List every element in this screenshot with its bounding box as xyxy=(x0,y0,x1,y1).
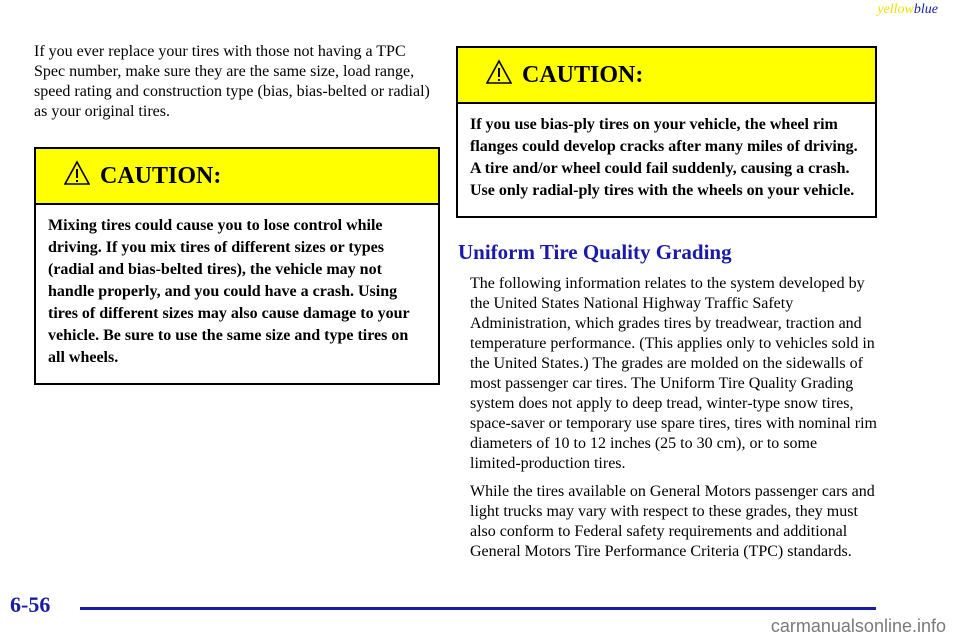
caution-box-mixing-tires xyxy=(34,147,440,385)
caution-box-bias-ply xyxy=(456,46,877,218)
color-tag-blue: blue xyxy=(913,2,938,17)
warning-triangle-icon xyxy=(486,59,512,85)
color-tag-yellow: yellow xyxy=(877,2,914,17)
color-tag xyxy=(877,2,938,18)
right-column xyxy=(456,46,877,562)
caution-body: Mixing tires could cause you to lose control while driving. If you mix tires of different sizes or types (radial and bias‑belted tires), the vehicle may not handle properly, and you could have a crash. Using tires of different sizes may also cause damage to your vehicle. Be sure to use the same size and type tires on all wheels. xyxy=(48,217,410,366)
caution-title: CAUTION: xyxy=(100,163,222,189)
section-heading: Uniform Tire Quality Grading xyxy=(458,240,732,264)
body-paragraph-2: While the tires available on General Motors passenger cars and light trucks may vary with respect to these grades, they must also conform to Federal safety requirements and additional General Motors Tire Performance Criteria (TPC) standards. xyxy=(470,483,875,560)
caution-header xyxy=(458,48,875,104)
intro-paragraph: If you ever replace your tires with those not having a TPC Spec number, make sure they are the same size, load range, speed rating and construction type (bias, bias‑belted or radial) as your original tires. xyxy=(34,43,430,120)
body-paragraph-1: The following information relates to the system developed by the United States National Highway Traffic Safety Administration, which grades tires by treadwear, traction and temperature performance. (This applies only to vehicles sold in the United States.) The grades are molded on the sidewalls of most passenger car tires. The Uniform Tire Quality Grading system does not apply to deep tread, winter‑type snow tires, space‑saver or temporary use spare tires, tires with nominal rim diameters of 10 to 12 inches (25 to 30 cm), or to some limited‑production tires. xyxy=(470,275,877,472)
caution-header xyxy=(36,149,438,205)
caution-body: If you use bias‑ply tires on your vehicle, the wheel rim flanges could develop cracks after many miles of driving. A tire and/or wheel could fail suddenly, causing a crash. Use only radial‑ply tires with the wheels on your vehicle. xyxy=(470,116,858,199)
watermark: carmanualsonline.info xyxy=(770,616,946,636)
warning-triangle-icon xyxy=(64,160,90,186)
footer-rule xyxy=(80,607,876,610)
page-number: 6-56 xyxy=(10,592,51,617)
caution-title: CAUTION: xyxy=(522,62,644,88)
left-column xyxy=(34,42,440,385)
